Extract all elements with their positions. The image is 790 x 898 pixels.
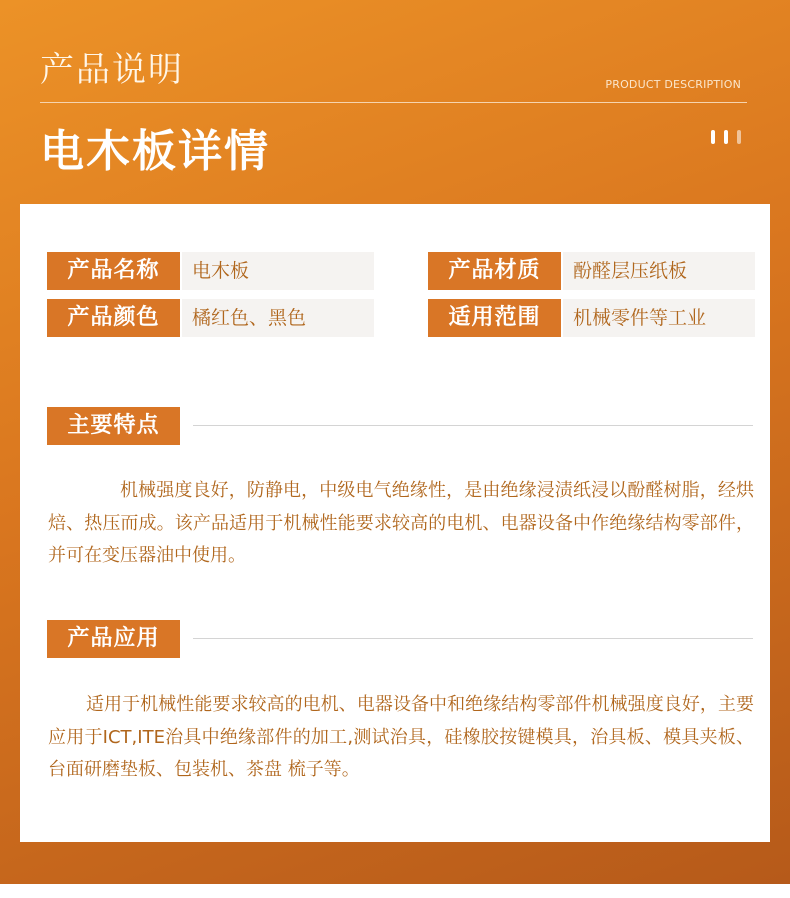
application-text: 适用于机械性能要求较高的电机、电器设备中和绝缘结构零部件机械强度良好，主要应用于ICT,ITE治具中绝缘部件的加工,测试治具，硅橡胶按键模具，治具板、模具夹板、台面研磨垫板、包装机、茶盘 梳子等。 xyxy=(48,694,754,780)
features-header xyxy=(47,407,753,445)
spec-row-color xyxy=(47,299,374,337)
application-header xyxy=(47,620,753,658)
content-card xyxy=(20,204,770,842)
decorative-bars-icon xyxy=(711,130,743,146)
spec-label: 适用范围 xyxy=(428,299,561,337)
spec-value: 电木板 xyxy=(182,252,374,290)
section-divider xyxy=(193,638,753,639)
features-text: 机械强度良好，防静电，中级电气绝缘性，是由绝缘浸渍纸浸以酚醛树脂，经烘焙、热压而成。该产品适用于机械性能要求较高的电机、电器设备中作绝缘结构零部件，并可在变压器油中使用。 xyxy=(48,480,754,566)
spec-value: 酚醛层压纸板 xyxy=(563,252,755,290)
section-title: 产品说明 xyxy=(40,50,184,90)
spec-label: 产品颜色 xyxy=(47,299,180,337)
section-divider xyxy=(193,425,753,426)
header-divider xyxy=(40,102,747,103)
spec-value: 橘红色、黑色 xyxy=(182,299,374,337)
spec-row-material xyxy=(428,252,755,290)
application-heading: 产品应用 xyxy=(47,620,180,658)
section-title-en: PRODUCT DESCRIPTION xyxy=(605,78,741,91)
spec-row-name xyxy=(47,252,374,290)
spec-row-usage xyxy=(428,299,755,337)
features-heading: 主要特点 xyxy=(47,407,180,445)
spec-value: 机械零件等工业 xyxy=(563,299,755,337)
spec-label: 产品名称 xyxy=(47,252,180,290)
page-title: 电木板详情 xyxy=(40,126,270,177)
spec-label: 产品材质 xyxy=(428,252,561,290)
